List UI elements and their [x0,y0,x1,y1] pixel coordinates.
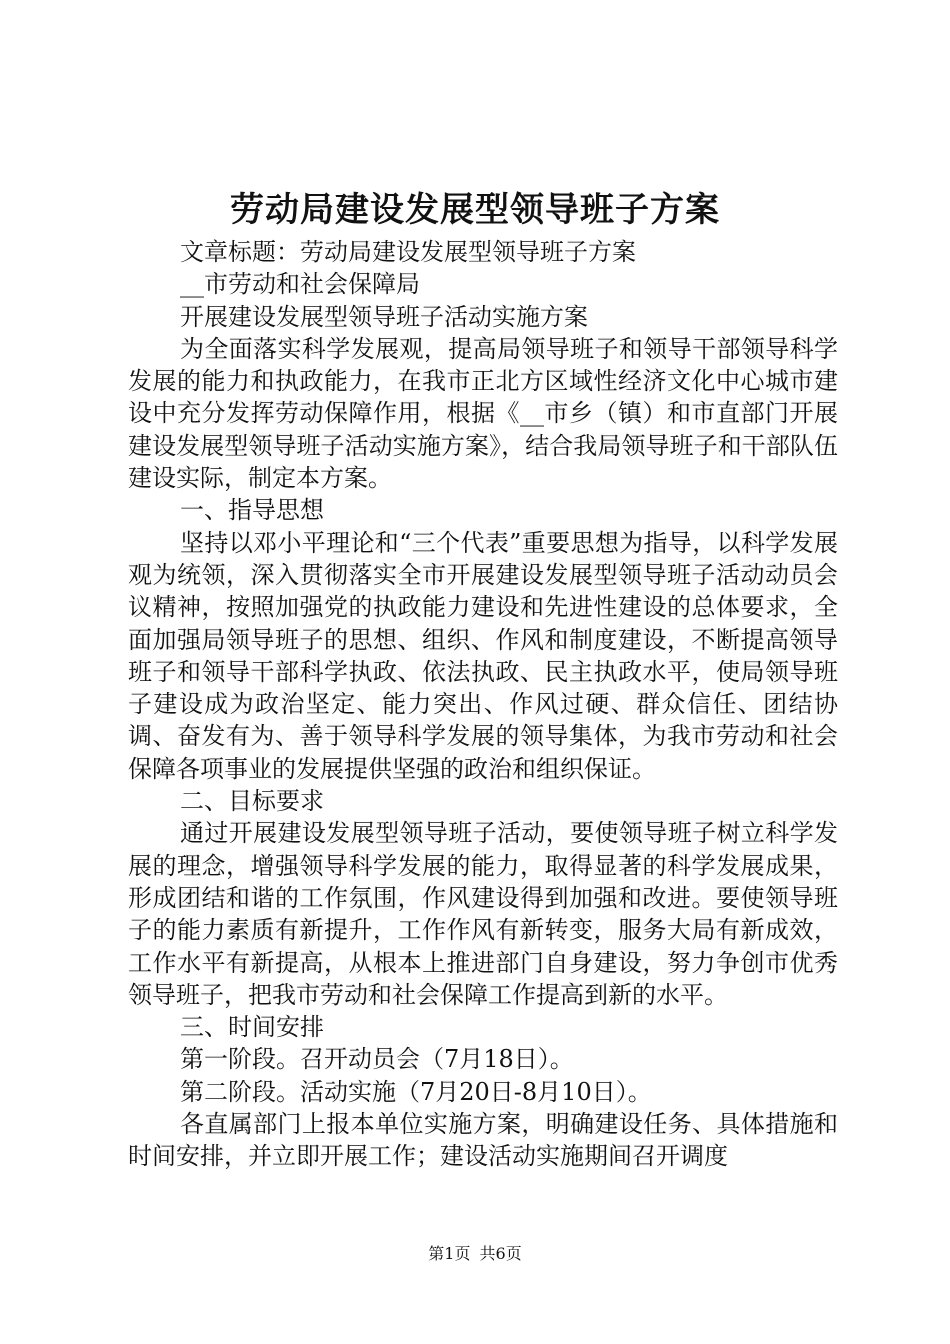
paragraph: 第二阶段。活动实施（7月20日-8月10日）。 [180,1077,652,1106]
paragraph: 文章标题：劳动局建设发展型领导班子方案 [180,238,636,266]
paragraph: 开展建设发展型领导班子活动实施方案 [180,302,588,331]
paragraph: 坚持以邓小平理论和“三个代表”重要思想为指导，以科学发展观为统领，深入贯彻落实全市开展建设发展型领导班子活动动员会议精神，按照加强党的执政能力建设和先进性建设的总体要求，全面加强局领导班子的思想、组织、作风和制度建设，不断提高领导班子和领导干部科学执政、依法执政、民主执政水平，使局领导班子建设成为政治坚定、能力突出、作风过硬、群众信任、团结协调、奋发有为、善于领导科学发展的领导集体，为我市劳动和社会保障各项事业的发展提供坚强的政治和组织保证。 [128,528,838,783]
paragraph: 通过开展建设发展型领导班子活动，要使领导班子树立科学发展的理念，增强领导科学发展的能力，取得显著的科学发展成果，形成团结和谐的工作氛围，作风建设得到加强和改进。要使领导班子的能力素质有新提升，工作作风有新转变，服务大局有新成效，工作水平有新提高，从根本上推进部门自身建设，努力争创市优秀领导班子，把我市劳动和社会保障工作提高到新的水平。 [128,819,838,1009]
page-total: 共6页 [479,1244,522,1263]
document-title: 劳动局建设发展型领导班子方案 [230,190,720,230]
section-heading: 一、指导思想 [180,496,324,525]
section-heading: 三、时间安排 [180,1013,324,1042]
section-heading: 二、目标要求 [180,787,324,816]
paragraph: 第一阶段。召开动员会（7月18日）。 [180,1045,574,1074]
page-footer [0,1243,950,1265]
paragraph: __市劳动和社会保障局 [180,270,420,299]
document-body [128,236,838,1173]
page-number: 第1页 [428,1244,471,1263]
paragraph: 为全面落实科学发展观，提高局领导班子和领导干部领导科学发展的能力和执政能力，在我市正北方区域性经济文化中心城市建设中充分发挥劳动保障作用，根据《__市乡（镇）和市直部门开展建设发展型领导班子活动实施方案》，结合我局领导班子和干部队伍建设实际，制定本方案。 [128,334,838,493]
paragraph: 各直属部门上报本单位实施方案，明确建设任务、具体措施和时间安排，并立即开展工作；建设活动实施期间召开调度 [128,1110,838,1171]
